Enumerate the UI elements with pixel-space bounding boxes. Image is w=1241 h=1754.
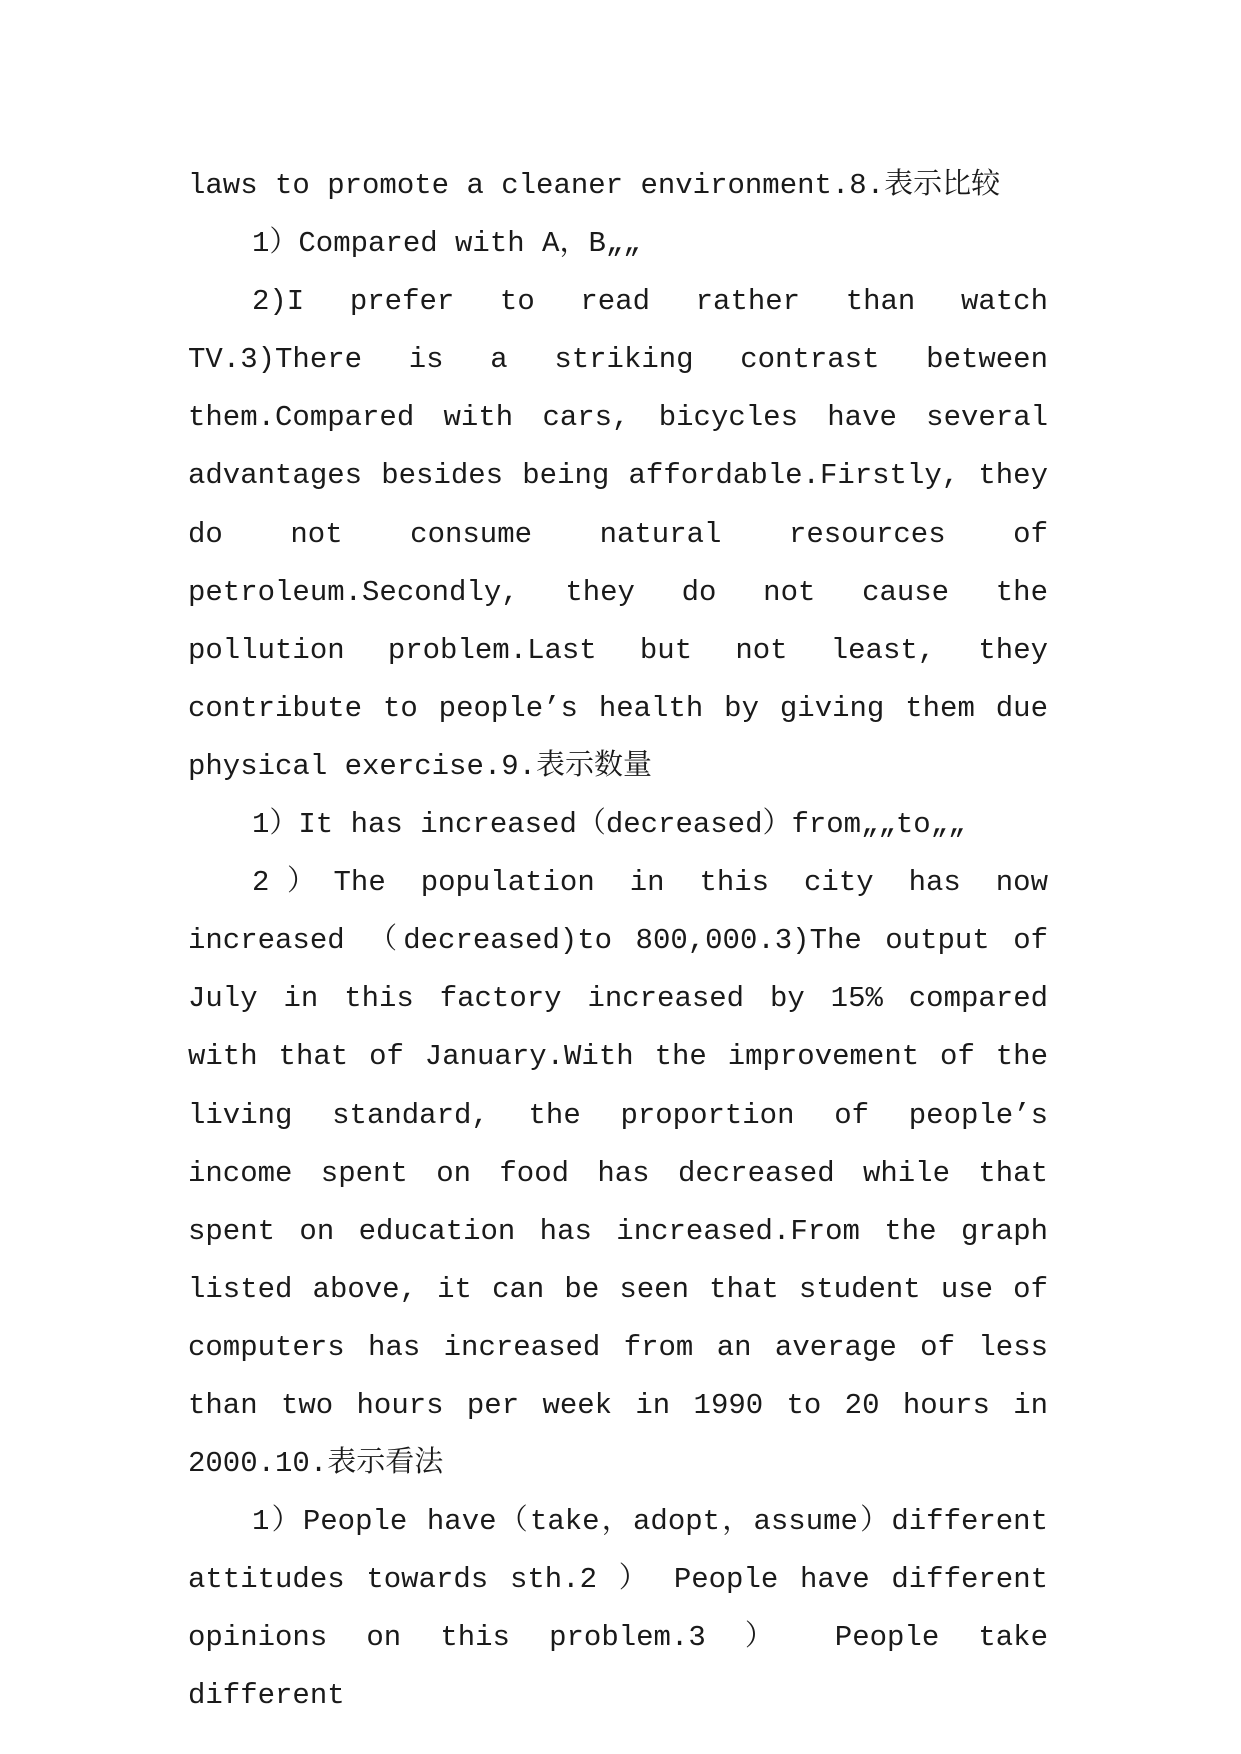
paragraph-text: 1）People have（take，adopt，assume）different attitudes towards sth.2 ） People have different opinions on this problem.3 ） People take different	[188, 1505, 1048, 1713]
paragraph-text: 1）It has increased（decreased）from„„to„„	[252, 808, 966, 842]
paragraph-text: 2）The population in this city has now increased （decreased)to 800,000.3)The output of July in this factory increased by 15% compared with that of January.With the improvement of the living standard, the proportion of people’s income spent on food has decreased while that spent on education has increased.From the graph listed above, it can be seen that student use of computers has increased from an average of less than two hours per week in 1990 to 20 hours in 2000.10.表示看法	[188, 866, 1048, 1481]
document-page	[188, 157, 1048, 1726]
paragraph-text: 1）Compared with A，B„„	[252, 227, 641, 261]
paragraph-text: 2)I prefer to read rather than watch TV.3)There is a striking contrast between them.Compared with cars, bicycles have several advantages besides being affordable.Firstly, they do not consume natural resources of petroleum.Secondly, they do not cause the pollution problem.Last but not least, they contribute to people’s health by giving them due physical exercise.9.表示数量	[188, 285, 1048, 783]
paragraph-text: laws to promote a cleaner environment.8.表示比较	[188, 169, 1001, 202]
